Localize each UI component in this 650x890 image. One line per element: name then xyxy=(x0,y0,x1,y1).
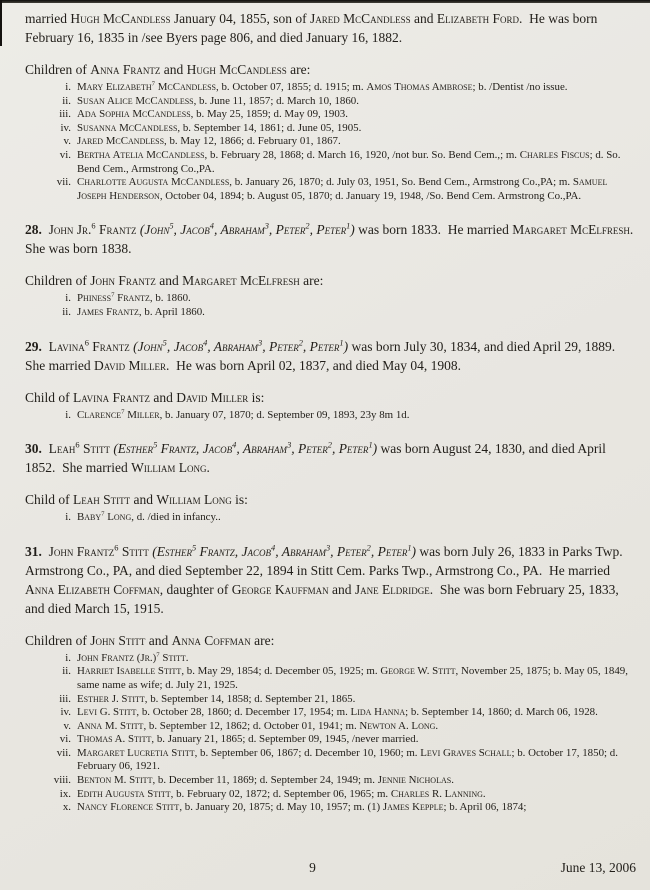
text-run: , October 04, 1894; b. August 05, 1870; d. January 19, 1948, /So. Bend Cem. Armstrong Co.,PA. xyxy=(159,189,582,202)
scan-edge-top xyxy=(0,0,650,3)
text-run: Frantz, Jacob xyxy=(157,441,233,457)
text-run: , Jacob xyxy=(173,222,210,238)
text-run: Leah Stitt xyxy=(73,492,131,508)
text-run: , b. January 21, 1865; d. September 09, 1945, /never married. xyxy=(151,733,419,746)
numbered-entry xyxy=(25,337,639,375)
text-run: , b. January 07, 1870; d. September 09, 1893, 23y 8m 1d. xyxy=(159,408,410,421)
text-run: , b. February 28, 1868; d. March 16, 1920, /not bur. So. Bend Cem.,; m. xyxy=(204,148,520,161)
text-run: 6 xyxy=(114,543,119,553)
text-run: 1 xyxy=(339,338,344,348)
text-run: Stitt xyxy=(118,543,153,559)
text-run: was born July 30, 1834, and died April 29, 1889. She married xyxy=(25,338,622,373)
text-run: was born 1833. He married xyxy=(354,222,513,238)
text-run: Lida Hanna xyxy=(350,706,406,719)
text-run: (Esther xyxy=(152,543,192,559)
text-run: are: xyxy=(286,62,311,77)
text-run: 4 xyxy=(232,440,237,450)
text-run: Hugh McCandless xyxy=(70,11,171,26)
child-text xyxy=(71,747,639,774)
text-run: Frantz xyxy=(95,222,140,238)
page-number: 9 xyxy=(309,860,316,875)
child-entry xyxy=(25,135,639,149)
numbered-entry xyxy=(25,220,639,258)
text-run: , Peter xyxy=(309,222,347,238)
text-run: and xyxy=(160,62,187,77)
text-run: Frantz, Jacob xyxy=(196,543,272,559)
text-run: married xyxy=(25,11,71,26)
text-run: . xyxy=(185,651,189,664)
child-text xyxy=(71,135,639,149)
text-run: John Frantz (Jr.) xyxy=(77,651,157,664)
text-run: , daughter of xyxy=(159,581,232,597)
text-run: George W. Stitt xyxy=(380,665,456,678)
text-run: 5 xyxy=(191,543,197,553)
text-run: , b. December 11, 1869; d. September 24, 1949; m. xyxy=(152,774,378,787)
child-text xyxy=(71,81,639,95)
child-roman-numeral: i. xyxy=(65,81,71,93)
text-run: 2 xyxy=(366,543,371,553)
text-run: , Abraham xyxy=(213,222,265,238)
text-run: 6 xyxy=(91,221,96,231)
text-run: John Stitt xyxy=(90,632,146,648)
text-run: . xyxy=(451,774,454,787)
child-roman-numeral: viii. xyxy=(53,774,71,787)
text-run: Long xyxy=(104,511,132,524)
child-roman-numeral: v. xyxy=(63,135,71,148)
text-run: , b. September 06, 1867; d. December 10, 1960; m. xyxy=(194,746,421,759)
document-body xyxy=(25,9,639,815)
text-run: 6 xyxy=(84,338,89,348)
child-roman-numeral: vi. xyxy=(59,733,71,746)
text-run: ; b. April 06, 1874; xyxy=(443,801,527,814)
text-run: John Frantz xyxy=(48,543,115,559)
text-run: Nancy Florence Stitt xyxy=(77,801,180,814)
text-run: Charles Fiscus xyxy=(519,148,590,161)
text-run: Susan Alice McCandless xyxy=(77,94,194,107)
child-entry xyxy=(25,108,639,122)
text-run: Susanna McCandless xyxy=(77,121,178,134)
text-run: (John xyxy=(133,338,163,354)
child-roman-numeral: vi. xyxy=(59,148,71,161)
text-run: David Miller xyxy=(93,357,166,373)
text-run: 5 xyxy=(162,338,167,348)
text-run: 3 xyxy=(287,440,292,450)
text-run: Clarence xyxy=(77,408,122,421)
text-run: , Peter xyxy=(262,338,299,354)
text-run: Margaret McElfresh xyxy=(512,222,630,238)
text-run: (John xyxy=(139,222,170,238)
text-run: Children of xyxy=(25,273,91,289)
child-entry xyxy=(25,409,639,423)
child-entry xyxy=(25,720,639,734)
child-entry xyxy=(25,306,639,320)
text-run: ) xyxy=(411,543,417,559)
text-run: Levi G. Stitt xyxy=(77,706,137,719)
child-roman-numeral: ii. xyxy=(62,94,71,107)
text-run: Child of xyxy=(25,492,74,508)
text-run: Stitt xyxy=(159,651,186,664)
text-run: Jared McCandless xyxy=(309,11,411,26)
text-run: Margaret Lucretia Stitt xyxy=(77,746,195,759)
children-list xyxy=(25,511,639,525)
text-run: , Abraham xyxy=(207,338,259,354)
children-header xyxy=(25,490,639,509)
text-run: Jane Eldridge xyxy=(354,581,430,597)
text-run: 4 xyxy=(209,221,214,231)
text-run: , b. May 12, 1866; d. February 01, 1867. xyxy=(164,135,341,148)
text-run: 1 xyxy=(407,543,412,553)
text-run: , b. May 29, 1854; d. December 05, 1925; m. xyxy=(181,665,381,678)
numbered-entry xyxy=(25,439,639,477)
text-run: ) xyxy=(343,338,349,354)
text-run: was born July 26, 1833 in Parks Twp. Armstrong Co., PA, and died September 22, 1894 in Stitt Cem. Parks Twp., Armstrong Co., PA. He married xyxy=(25,543,626,578)
text-run: 4 xyxy=(203,338,208,348)
text-run: Newton A. Long xyxy=(359,719,436,732)
text-run: , Abraham xyxy=(275,543,326,559)
children-list xyxy=(25,652,639,815)
text-run: and xyxy=(145,632,172,648)
text-run: . xyxy=(435,719,439,732)
text-run: , Peter xyxy=(291,441,328,457)
text-run: 28. xyxy=(25,222,49,238)
text-run: , Peter xyxy=(331,441,369,457)
text-run: , Jacob xyxy=(166,338,204,354)
child-entry xyxy=(25,176,639,203)
text-run: Children of xyxy=(25,632,91,648)
text-run: John Jr. xyxy=(48,222,92,238)
text-run: and xyxy=(328,581,355,597)
text-run: 2 xyxy=(298,338,303,348)
text-run: ; b. October 17, 1850; d. February 06, 1921. xyxy=(77,746,621,773)
children-header xyxy=(25,271,639,290)
text-run: John Frantz xyxy=(90,273,156,289)
text-run: Thomas A. Stitt xyxy=(77,733,152,746)
text-run: 3 xyxy=(325,543,331,553)
child-text xyxy=(71,774,639,788)
footer-date: June 13, 2006 xyxy=(560,860,636,875)
child-entry xyxy=(25,706,639,720)
text-run: William Long xyxy=(131,460,207,476)
child-text xyxy=(71,693,639,707)
child-entry xyxy=(25,149,639,176)
text-run: are: xyxy=(299,273,324,289)
children-header xyxy=(25,388,639,407)
text-run: Leah xyxy=(48,441,76,457)
text-run: . xyxy=(206,460,210,476)
child-roman-numeral: iii. xyxy=(59,108,71,121)
text-run: , d. /died in infancy.. xyxy=(131,511,221,524)
child-text xyxy=(71,788,639,802)
text-run: was born August 24, 1830, and died April 1852. She married xyxy=(25,441,610,476)
text-run: is: xyxy=(248,389,265,405)
text-run: , b. January 26, 1870; d. July 03, 1951, So. Bend Cem., Armstrong Co.,PA; m. xyxy=(229,176,573,189)
text-run: 7 xyxy=(151,80,155,88)
text-run: Baby xyxy=(77,511,102,524)
child-entry xyxy=(25,665,639,692)
child-roman-numeral: vii. xyxy=(56,746,71,759)
child-text xyxy=(71,149,639,176)
text-run: 1 xyxy=(368,440,373,450)
text-run: Levi Graves Schall xyxy=(420,746,512,759)
text-run: Bertha Atelia McCandless xyxy=(77,148,205,161)
text-run: and xyxy=(130,492,157,508)
child-text xyxy=(71,801,639,815)
text-run: James Kepple xyxy=(382,801,444,814)
text-run: , Peter xyxy=(302,338,340,354)
text-run: , Peter xyxy=(370,543,408,559)
text-run: 6 xyxy=(75,440,80,450)
text-run: Jennie Nicholas xyxy=(377,774,452,787)
text-run: 2 xyxy=(327,440,332,450)
text-run: Jared McCandless xyxy=(77,135,165,148)
text-run: , b. October 28, 1860; d. December 17, 1954; m. xyxy=(136,706,351,719)
text-run: Anna Frantz xyxy=(90,62,161,77)
child-text xyxy=(71,652,639,666)
text-run: , b. May 25, 1859; d. May 09, 1903. xyxy=(190,108,348,121)
child-entry xyxy=(25,95,639,109)
child-entry xyxy=(25,801,639,815)
text-run: 29. xyxy=(25,338,49,354)
child-text xyxy=(71,409,639,423)
child-roman-numeral: iv. xyxy=(60,121,71,134)
child-entry xyxy=(25,788,639,802)
child-roman-numeral: i. xyxy=(65,511,71,524)
child-roman-numeral: i. xyxy=(65,292,71,305)
text-run: Stitt xyxy=(79,441,114,457)
text-run: Mary Elizabeth xyxy=(77,81,152,93)
text-run: James Frantz xyxy=(77,305,139,318)
text-run: Margaret McElfresh xyxy=(182,273,300,289)
child-text xyxy=(71,306,639,320)
text-run: 30. xyxy=(25,441,49,457)
child-roman-numeral: ii. xyxy=(62,305,71,318)
text-run: , b. September 14, 1858; d. September 21, 1865. xyxy=(144,692,356,705)
text-run: Hugh McCandless xyxy=(186,62,287,77)
text-run: ; d. So. Bend Cem., Armstrong Co.,PA. xyxy=(77,148,624,175)
text-run: ) xyxy=(372,441,378,457)
child-roman-numeral: i. xyxy=(65,408,71,421)
numbered-entry xyxy=(25,542,639,618)
child-text xyxy=(71,292,639,306)
child-entry xyxy=(25,292,639,306)
text-run: ; b. /Dentist /no issue. xyxy=(472,81,568,93)
text-run: 7 xyxy=(121,407,125,415)
child-roman-numeral: i. xyxy=(65,651,71,664)
children-list xyxy=(25,292,639,319)
paragraph xyxy=(25,9,639,47)
text-run: Lavina Frantz xyxy=(73,389,150,405)
text-run: 7 xyxy=(101,510,105,518)
child-roman-numeral: ix. xyxy=(59,787,71,800)
text-run: , b. April 1860. xyxy=(138,305,205,318)
text-run: 5 xyxy=(169,221,174,231)
text-run: Charlotte Augusta McCandless xyxy=(77,176,230,189)
child-roman-numeral: x. xyxy=(62,801,71,814)
text-run: Benton M. Stitt xyxy=(77,774,153,787)
text-run: . He was born February 16, 1835 in /see Byers page 806, and died January 16, 1882. xyxy=(25,11,601,45)
child-entry xyxy=(25,122,639,136)
text-run: 1 xyxy=(346,221,351,231)
children-list xyxy=(25,81,639,203)
text-run: Elizabeth Ford xyxy=(436,11,520,26)
child-entry xyxy=(25,652,639,666)
text-run: Amos Thomas Ambrose xyxy=(366,81,473,93)
child-entry xyxy=(25,511,639,525)
text-run: , b. February 02, 1872; d. September 06, 1965; m. xyxy=(170,787,391,800)
text-run: 7 xyxy=(156,651,160,659)
text-run: , b. October 07, 1855; d. 1915; m. xyxy=(216,81,367,93)
text-run: 31. xyxy=(25,543,49,559)
text-run: (Esther xyxy=(113,441,154,457)
text-run: are: xyxy=(250,632,275,648)
text-run: 2 xyxy=(305,221,310,231)
child-roman-numeral: v. xyxy=(63,719,71,732)
text-run: George Kauffman xyxy=(231,581,329,597)
text-run: Phiness xyxy=(77,292,112,305)
text-run: , b. September 14, 1861; d. June 05, 1905. xyxy=(177,121,362,134)
text-run: Edith Augusta Stitt xyxy=(77,787,171,800)
text-run: and xyxy=(149,389,177,405)
text-run: , b. September 12, 1862; d. October 01, 1941; m. xyxy=(143,719,360,732)
text-run: Anna M. Stitt xyxy=(77,719,144,732)
page-footer xyxy=(25,860,636,878)
children-header xyxy=(25,631,639,650)
text-run: , b. January 20, 1875; d. May 10, 1957; m. (1) xyxy=(179,801,383,814)
scan-edge-left xyxy=(0,0,2,46)
children-list xyxy=(25,409,639,423)
text-run: . He was born April 02, 1837, and died May 04, 1908. xyxy=(165,357,462,373)
text-run: Child of xyxy=(25,389,74,405)
text-run: is: xyxy=(231,492,248,508)
text-run: Samuel Joseph Henderson xyxy=(77,176,611,202)
text-run: Children of xyxy=(25,62,91,77)
text-run: , b. 1860. xyxy=(149,292,191,305)
text-run: . xyxy=(482,787,486,800)
text-run: 7 xyxy=(111,291,115,299)
text-run: 3 xyxy=(264,221,269,231)
text-run: McCandless xyxy=(155,81,217,93)
child-roman-numeral: ii. xyxy=(62,665,71,678)
text-run: Miller xyxy=(124,408,160,421)
child-text xyxy=(71,108,639,122)
child-entry xyxy=(25,747,639,774)
text-run: 5 xyxy=(153,440,158,450)
child-text xyxy=(71,720,639,734)
text-run: January 04, 1855, son of xyxy=(170,11,310,26)
text-run: 3 xyxy=(258,338,263,348)
child-entry xyxy=(25,81,639,95)
text-run: ; b. September 14, 1860; d. March 06, 1928. xyxy=(405,706,598,719)
text-run: , Peter xyxy=(268,222,306,238)
text-run: Harriet Isabelle Stitt xyxy=(77,665,182,678)
child-roman-numeral: iii. xyxy=(59,692,71,705)
text-run: Esther J. Stitt xyxy=(77,692,145,705)
text-run: William Long xyxy=(156,492,232,508)
text-run: and xyxy=(155,273,183,289)
text-run: Frantz xyxy=(88,338,134,354)
text-run: 4 xyxy=(271,543,276,553)
text-run: Lavina xyxy=(48,338,85,354)
child-text xyxy=(71,706,639,720)
text-run: , November 25, 1875; b. May 05, 1849, same name as wife; d. July 21, 1925. xyxy=(77,665,631,691)
text-run: and xyxy=(410,11,437,26)
child-text xyxy=(71,665,639,692)
child-text xyxy=(71,95,639,109)
child-roman-numeral: vii. xyxy=(56,176,71,189)
text-run: . She was born February 25, 1833, and died March 15, 1915. xyxy=(25,581,623,616)
child-entry xyxy=(25,693,639,707)
text-run: Frantz xyxy=(114,292,150,305)
text-run: Ada Sophia McCandless xyxy=(77,108,191,121)
text-run: , b. June 11, 1857; d. March 10, 1860. xyxy=(193,94,359,107)
child-entry xyxy=(25,733,639,747)
text-run: , Abraham xyxy=(236,441,288,457)
child-text xyxy=(71,511,639,525)
text-run: ) xyxy=(350,222,355,238)
text-run: Charles R. Lanning xyxy=(390,787,483,800)
child-text xyxy=(71,122,639,136)
text-run: . She was born 1838. xyxy=(25,222,641,257)
child-entry xyxy=(25,774,639,788)
child-text xyxy=(71,733,639,747)
text-run: , Peter xyxy=(330,543,367,559)
child-roman-numeral: iv. xyxy=(60,706,71,719)
child-text xyxy=(71,176,639,203)
text-run: David Miller xyxy=(176,389,249,405)
children-header xyxy=(25,60,639,79)
text-run: Anna Coffman xyxy=(171,632,251,648)
text-run: Anna Elizabeth Coffman xyxy=(25,581,160,597)
